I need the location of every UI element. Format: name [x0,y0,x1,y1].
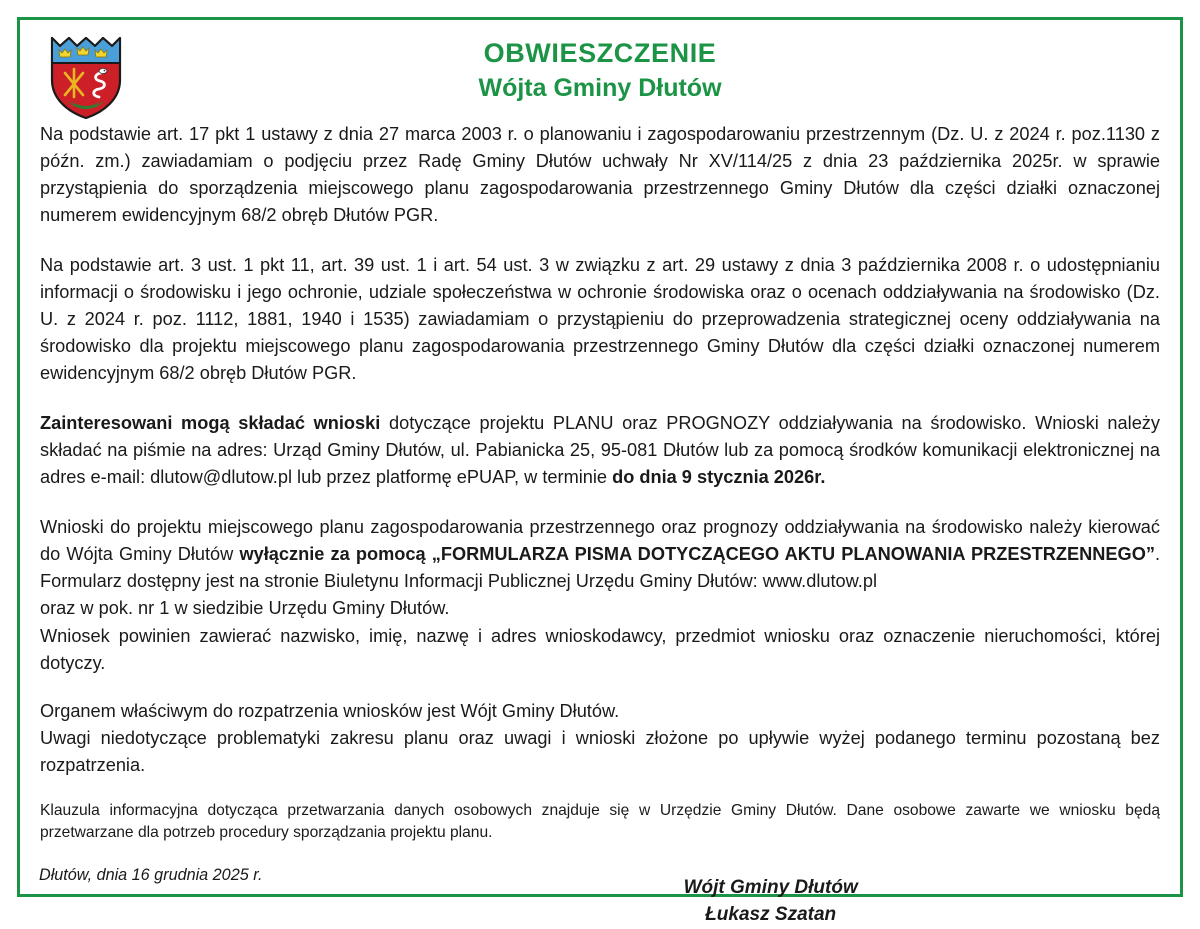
paragraph-late-submissions: Uwagi niedotyczące problematyki zakresu planu oraz uwagi i wnioski złożone po upływie wyżej podanego terminu pozostaną bez rozpatrzenia. [40,727,1160,775]
paragraph-gdpr-clause: Klauzula informacyjna dotycząca przetwarzania danych osobowych znajduje się w Urzędzie Gminy Dłutów. Dane osobowe zawarte we wniosku będą przetwarzane dla potrzeb procedury sporządzania projektu planu. [40,801,1160,842]
submission-deadline-bold: do dnia 9 stycznia 2026r. [612,467,826,488]
paragraph-form-requirement [40,514,1160,595]
paragraph-office-room: oraz w pok. nr 1 w siedzibie Urzędu Gminy Dłutów. [40,598,450,619]
submission-lead-bold: Zainteresowani mogą składać wnioski [40,413,381,434]
document-date: Dłutów, dnia 16 grudnia 2025 r. [39,866,263,884]
document-header [38,29,1162,121]
document-body [38,121,1162,929]
submission-body-text: dotyczące projektu PLANU oraz PROGNOZY oddziaływania na środowisko. Wnioski należy składać na piśmie na adres: Urząd Gminy Dłutów, ul. Pabianicka 25, 95-081 Dłutów lub za pomocą środków komunikacji elektronicznej na adres e-mail: dlutow@dlutow.pl lub przez platformę ePUAP, w terminie [40,413,1160,488]
paragraph-submission-info [40,410,1160,491]
paragraph-application-contents: Wniosek powinien zawierać nazwisko, imię, nazwę i adres wnioskodawcy, przedmiot wniosku oraz oznaczenie nieruchomości, której dotyczy. [40,625,1160,673]
page-subtitle: Wójta Gminy Dłutów [478,74,722,103]
paragraph-legal-basis-planning: Na podstawie art. 17 pkt 1 ustawy z dnia 27 marca 2003 r. o planowaniu i zagospodarowaniu przestrzennym (Dz. U. z 2024 r. poz.1130 z późn. zm.) zawiadamiam o podjęciu przez Radę Gminy Dłutów uchwały Nr XV/114/25 z dnia 23 października 2025r. w sprawie przystąpienia do sporządzenia miejscowego planu zagospodarowania przestrzennego Gminy Dłutów dla części działki oznaczonej numerem ewidencyjnym 68/2 obręb Dłutów PGR. [40,124,1160,226]
signature-role: Wójt Gminy Dłutów [683,876,858,898]
signature-name: Łukasz Szatan [705,903,837,925]
page-title: OBWIESZCZENIE [483,38,717,68]
paragraph-legal-basis-environment: Na podstawie art. 3 ust. 1 pkt 11, art. 39 ust. 1 i art. 54 ust. 3 w związku z art. 29 ustawy z dnia 3 października 2008 r. o udostępnianiu informacji o środowisku i jego ochronie, udziale społeczeństwa w ochronie środowiska oraz o ocenach oddziaływania na środowisko (Dz. U. z 2024 r. poz. 1112, 1881, 1940 i 1535) zawiadamiam o przystąpieniu do przeprowadzenia strategicznej oceny oddziaływania na środowisko dla projektu miejscowego planu zagospodarowania przestrzennego Gminy Dłutów dla części działki oznaczonej numerem ewidencyjnym 68/2 obręb Dłutów PGR. [40,255,1160,384]
document-border-frame [17,17,1183,925]
form-name-bold: wyłącznie za pomocą „FORMULARZA PISMA DOTYCZĄCEGO AKTU PLANOWANIA PRZESTRZENNEGO” [239,544,1155,565]
form-availability-text: . Formularz dostępny jest na stronie Biuletynu Informacji Publicznej Urzędu Gminy Dłutów: www.dlutow.pl [40,544,1160,592]
form-requirement-lead: Wnioski do projektu miejscowego planu zagospodarowania przestrzennego oraz prognozy oddziaływania na środowisko należy kierować do Wójta Gminy Dłutów [40,517,1160,565]
paragraph-competent-authority: Organem właściwym do rozpatrzenia wniosków jest Wójt Gminy Dłutów. [40,700,620,721]
